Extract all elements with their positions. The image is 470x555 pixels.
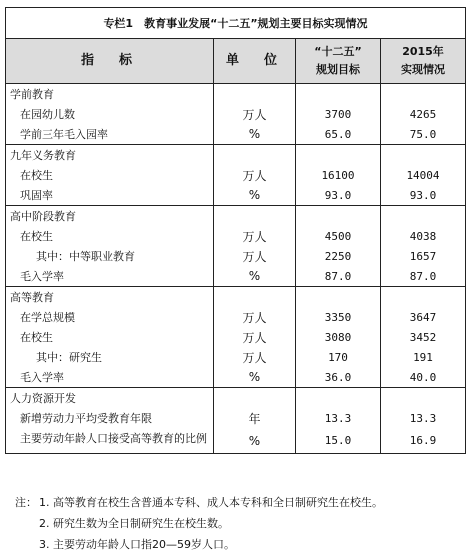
row-actual: 87.0 <box>381 266 466 287</box>
row-actual: 40.0 <box>381 367 466 388</box>
group-name: 高中阶段教育 <box>6 206 214 227</box>
row-target: 36.0 <box>296 367 381 388</box>
row-label: 主要劳动年龄人口接受高等教育的比例 <box>6 428 214 454</box>
title-row <box>6 8 466 39</box>
header-target <box>296 39 381 84</box>
row-unit: % <box>214 428 296 454</box>
row-actual: 13.3 <box>381 408 466 428</box>
footnote-2 <box>15 513 465 534</box>
group-senior-high-heading <box>6 206 466 227</box>
row-unit: 万人 <box>214 104 296 124</box>
row-target: 65.0 <box>296 124 381 145</box>
header-target-line1: “十二五” <box>314 45 362 58</box>
table-row <box>6 246 466 266</box>
header-indicator: 指 标 <box>6 39 214 84</box>
footnote-text: 2. 研究生数为全日制研究生在校生数。 <box>39 517 229 530</box>
footnote-prefix: 注： <box>15 496 37 509</box>
header-unit: 单 位 <box>214 39 296 84</box>
row-label: 在校生 <box>6 226 214 246</box>
group-compulsory-heading <box>6 145 466 166</box>
row-unit: % <box>214 124 296 145</box>
row-target: 16100 <box>296 165 381 185</box>
row-target: 3350 <box>296 307 381 327</box>
row-label: 在学总规模 <box>6 307 214 327</box>
header-row <box>6 39 466 84</box>
row-label: 毛入学率 <box>6 367 214 388</box>
row-actual: 93.0 <box>381 185 466 206</box>
row-actual: 3647 <box>381 307 466 327</box>
table-row <box>6 307 466 327</box>
group-name: 九年义务教育 <box>6 145 214 166</box>
row-unit: % <box>214 266 296 287</box>
header-target-line2: 规划目标 <box>316 63 360 76</box>
row-label: 在校生 <box>6 327 214 347</box>
row-target: 2250 <box>296 246 381 266</box>
row-label: 巩固率 <box>6 185 214 206</box>
row-target: 3080 <box>296 327 381 347</box>
row-actual: 4038 <box>381 226 466 246</box>
row-unit: 万人 <box>214 307 296 327</box>
row-target: 15.0 <box>296 428 381 454</box>
row-unit: 万人 <box>214 246 296 266</box>
row-unit: 万人 <box>214 327 296 347</box>
row-label: 毛入学率 <box>6 266 214 287</box>
table-row <box>6 124 466 145</box>
group-name: 学前教育 <box>6 84 214 105</box>
footnote-text: 3. 主要劳动年龄人口指20—59岁人口。 <box>39 538 235 551</box>
header-actual <box>381 39 466 84</box>
row-actual: 75.0 <box>381 124 466 145</box>
table-row <box>6 185 466 206</box>
footnote-1 <box>15 492 465 513</box>
table-row <box>6 165 466 185</box>
row-actual: 16.9 <box>381 428 466 454</box>
row-actual: 4265 <box>381 104 466 124</box>
table-row <box>6 104 466 124</box>
footnote-text: 1. 高等教育在校生含普通本专科、成人本专科和全日制研究生在校生。 <box>39 496 383 509</box>
row-target: 3700 <box>296 104 381 124</box>
row-label: 其中：中等职业教育 <box>6 246 214 266</box>
row-unit: 万人 <box>214 226 296 246</box>
row-target: 93.0 <box>296 185 381 206</box>
header-actual-line1: 2015年 <box>402 45 444 58</box>
group-human-resources-heading <box>6 388 466 409</box>
row-actual: 191 <box>381 347 466 367</box>
table-row <box>6 408 466 428</box>
footnote-3 <box>15 534 465 555</box>
row-label: 在园幼儿数 <box>6 104 214 124</box>
table-row <box>6 226 466 246</box>
row-actual: 1657 <box>381 246 466 266</box>
row-unit: 年 <box>214 408 296 428</box>
row-target: 13.3 <box>296 408 381 428</box>
table-row <box>6 327 466 347</box>
footnotes <box>15 492 465 555</box>
row-actual: 3452 <box>381 327 466 347</box>
table-title: 专栏1 教育事业发展“十二五”规划主要目标实现情况 <box>6 8 466 39</box>
group-higher-ed-heading <box>6 287 466 308</box>
row-target: 4500 <box>296 226 381 246</box>
table-row <box>6 266 466 287</box>
table-row <box>6 367 466 388</box>
row-target: 170 <box>296 347 381 367</box>
row-label: 新增劳动力平均受教育年限 <box>6 408 214 428</box>
row-unit: % <box>214 185 296 206</box>
row-label: 在校生 <box>6 165 214 185</box>
row-unit: 万人 <box>214 347 296 367</box>
goals-table <box>5 7 466 454</box>
row-label: 学前三年毛入园率 <box>6 124 214 145</box>
group-preschool-heading <box>6 84 466 105</box>
row-unit: % <box>214 367 296 388</box>
row-actual: 14004 <box>381 165 466 185</box>
group-name: 人力资源开发 <box>6 388 214 409</box>
group-name: 高等教育 <box>6 287 214 308</box>
row-unit: 万人 <box>214 165 296 185</box>
table-row <box>6 347 466 367</box>
table-row <box>6 428 466 454</box>
row-label: 其中：研究生 <box>6 347 214 367</box>
row-target: 87.0 <box>296 266 381 287</box>
header-actual-line2: 实现情况 <box>401 63 445 76</box>
